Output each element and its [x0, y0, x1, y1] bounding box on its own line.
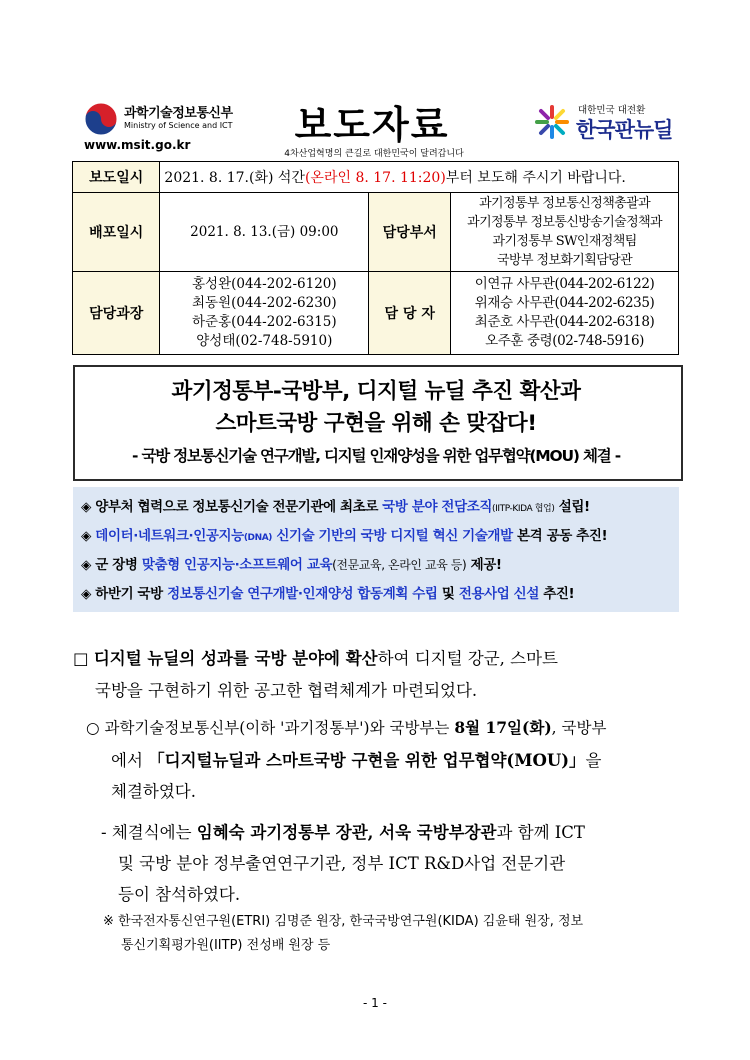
summary-text: 추진!: [538, 586, 575, 602]
staff-label: 담 당 자: [369, 272, 451, 355]
director-item: 홍성완(044-202-6120): [191, 276, 337, 292]
distribution-label: 배포일시: [73, 193, 160, 272]
summary-highlight: 신기술 기반의 국방 디지털 혁신 기술개발: [272, 528, 513, 544]
staff-item: 위재승 사무관(044-202-6235): [474, 295, 655, 311]
summary-box: [73, 487, 679, 612]
paragraph-text: 체결식에는: [111, 823, 197, 842]
dash-bullet-icon: -: [101, 823, 107, 842]
contact-row: [73, 272, 679, 355]
summary-highlight: 데이터·네트워크·인공지능: [95, 528, 244, 544]
embargo-date: 2021. 8. 17.(화) 석간: [164, 170, 305, 186]
paragraph-text: 에서: [111, 751, 149, 770]
square-bullet-icon: □: [73, 649, 89, 668]
note-marker-icon: ※: [103, 914, 114, 929]
ministry-url: www.msit.go.kr: [84, 138, 191, 152]
director-item: 하준홍(044-202-6315): [191, 314, 337, 330]
headline-line-2: 스마트국방 구현을 위해 손 맞잡다!: [215, 411, 537, 436]
headline-subtitle: - 국방 정보통신기술 연구개발, 디지털 인재양성을 위한 업무협약(MOU) 체결 -: [132, 447, 620, 465]
paragraph-text: 하여 디지털 강군, 스마트: [377, 649, 558, 668]
diamond-bullet-icon: ◈: [81, 499, 91, 515]
embargo-online-time: (온라인 8. 17. 11:20): [304, 170, 446, 186]
summary-highlight: 정보통신기술 연구개발·인재양성 합동계획 수립: [167, 586, 438, 602]
department-item: 과기정통부 SW인재정책팀: [492, 234, 637, 249]
summary-text: 및: [437, 586, 459, 602]
ministry-logo: [84, 100, 254, 156]
embargo-instruction: 부터 보도해 주시기 바랍니다.: [445, 170, 626, 186]
summary-item: [81, 524, 607, 544]
summary-text: 제공!: [466, 557, 502, 573]
circle-bullet-icon: ○: [86, 719, 100, 737]
press-info-table: [72, 161, 679, 355]
diamond-bullet-icon: ◈: [81, 528, 91, 544]
paragraph-emphasis: 8월 17일(화): [454, 718, 552, 737]
paragraph-2-line-3: 체결하였다.: [111, 782, 196, 801]
paragraph-2-line-2: [111, 747, 601, 771]
taegeuk-emblem-icon: [84, 102, 118, 136]
department-list: [451, 193, 679, 272]
director-label: 담당과장: [73, 272, 160, 355]
attendee-note-line-2: 통신기획평가원(IITP) 전성배 원장 등: [121, 938, 331, 953]
staff-list: [451, 272, 679, 355]
summary-highlight: 전용사업 신설: [458, 586, 539, 602]
paragraph-1-line-1: [73, 645, 558, 669]
department-item: 국방부 정보화기획담당관: [497, 253, 633, 268]
staff-item: 이연규 사무관(044-202-6122): [474, 276, 655, 292]
director-item: 최동원(044-202-6230): [191, 295, 337, 311]
embargo-value: [160, 162, 679, 193]
paragraph-2-line-1: [86, 716, 606, 738]
document-title: 보도자료: [294, 102, 450, 147]
summary-text: 설립!: [554, 499, 590, 515]
diamond-bullet-icon: ◈: [81, 586, 91, 602]
note-text: 한국전자통신연구원(ETRI) 김명준 원장, 한국국방연구원(KIDA) 김윤태 원장, 정보: [118, 914, 584, 929]
summary-text: 군 장병: [95, 557, 142, 573]
summary-item: [81, 553, 502, 573]
summary-note: (IITP-KIDA 협업): [492, 504, 555, 514]
page-number: - 1 -: [363, 996, 387, 1010]
staff-item: 오주훈 중령(02-748-5916): [485, 333, 644, 349]
summary-item: [81, 495, 590, 515]
summary-item: [81, 582, 574, 602]
new-deal-star-icon: [534, 104, 570, 140]
summary-text: 하반기 국방: [95, 586, 168, 602]
staff-item: 최준호 사무관(044-202-6318): [474, 314, 655, 330]
summary-highlight: (DNA): [243, 533, 273, 543]
paragraph-emphasis: 「디지털뉴딜과 스마트국방 구현을 위한 업무협약(MOU)」: [148, 751, 586, 770]
department-item: 과기정통부 정보통신정책총괄과: [479, 196, 651, 211]
summary-highlight: 국방 분야 전담조직: [382, 499, 492, 515]
paragraph-emphasis: 임혜숙 과기정통부 장관, 서욱 국방부장관: [196, 823, 497, 842]
paragraph-3-line-1: [101, 819, 585, 843]
headline-line-1: 과기정통부-국방부, 디지털 뉴딜 추진 확산과: [171, 379, 581, 404]
diamond-bullet-icon: ◈: [81, 557, 91, 573]
korean-new-deal-logo: [534, 100, 684, 150]
paragraph-3-line-3: 등이 참석하였다.: [118, 885, 241, 904]
paragraph-text: 과 함께 ICT: [496, 823, 585, 842]
ministry-name: 과학기술정보통신부: [124, 106, 233, 121]
paragraph-text: 과학기술정보통신부(이하 '과기정통부')와 국방부는: [104, 719, 455, 737]
embargo-label: 보도일시: [73, 162, 160, 193]
paragraph-1-line-2: 국방을 구현하기 위한 공고한 협력체계가 마련되었다.: [95, 681, 478, 700]
ministry-english-name: Ministry of Science and ICT: [124, 121, 233, 130]
director-list: [160, 272, 369, 355]
attendee-note-line-1: [103, 910, 583, 929]
paragraph-emphasis: 디지털 뉴딜의 성과를 국방 분야에 확산: [93, 649, 378, 668]
distribution-value: 2021. 8. 13.(금) 09:00: [160, 193, 369, 272]
embargo-row: [73, 162, 679, 193]
paragraph-text: , 국방부: [551, 719, 607, 737]
document-slogan: 4차산업혁명의 큰길로 대한민국이 달려갑니다: [284, 149, 464, 159]
director-item: 양성태(02-748-5910): [196, 333, 333, 349]
new-deal-name: 한국판뉴딜: [576, 118, 673, 142]
summary-text: 양부처 협력으로 정보통신기술 전문기관에 최초로: [95, 499, 383, 515]
distribution-row: [73, 193, 679, 272]
paragraph-text: 을: [585, 751, 602, 770]
summary-note: (전문교육, 온라인 교육 등): [332, 558, 467, 572]
new-deal-tagline: 대한민국 대전환: [578, 105, 646, 116]
summary-highlight: 맞춤형 인공지능·소프트웨어 교육: [141, 557, 333, 573]
summary-text: 본격 공동 추진!: [512, 528, 608, 544]
paragraph-3-line-2: 및 국방 분야 정부출연연구기관, 정부 ICT R&D사업 전문기관: [118, 854, 566, 873]
department-label: 담당부서: [369, 193, 451, 272]
department-item: 과기정통부 정보통신방송기술정책과: [467, 215, 663, 230]
